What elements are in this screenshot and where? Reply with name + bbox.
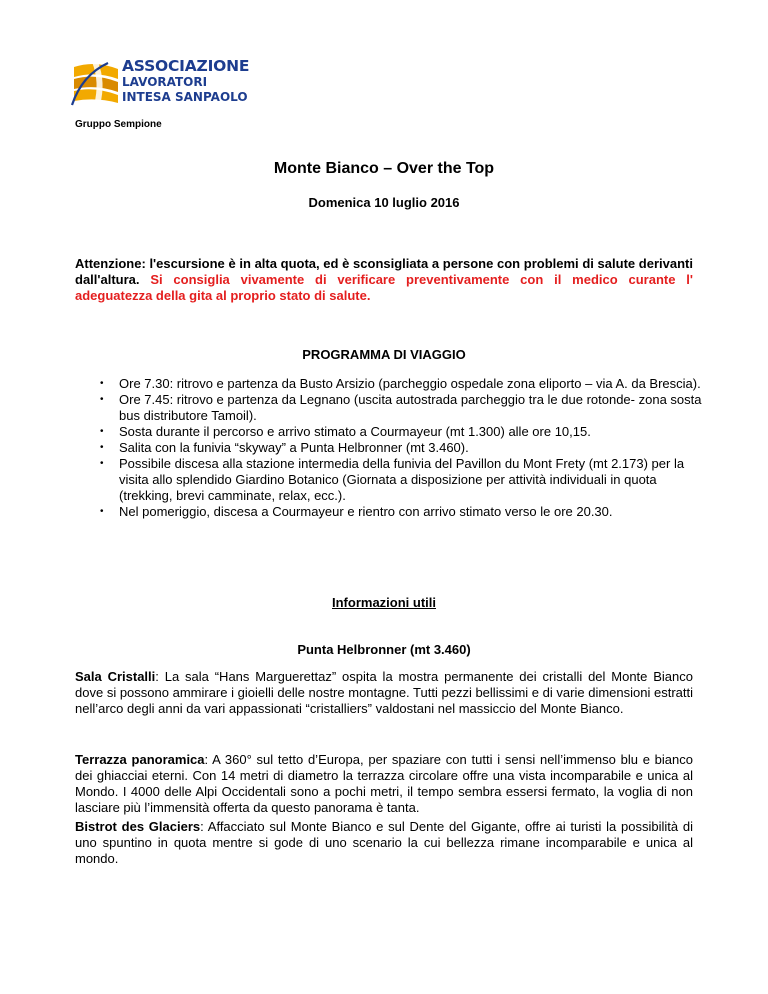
paragraph-label: Sala Cristalli <box>75 669 156 684</box>
info-section-title: Informazioni utili <box>332 595 436 610</box>
list-item <box>100 504 712 520</box>
group-name: Gruppo Sempione <box>75 119 162 130</box>
logo-emblem-icon <box>70 57 120 107</box>
program-item-text: Possibile discesa alla stazione intermedia della funivia del Pavillon du Mont Frety (mt 2.173) per la visita allo splendido Giardino Botanico (Giornata a disposizione per attività individuali in quota (trekking, brevi camminate, relax, ecc.). <box>119 456 685 503</box>
paragraph-label: Terrazza panoramica <box>75 752 205 767</box>
terrazza-panoramica-paragraph <box>75 752 693 816</box>
paragraph-text: : La sala “Hans Marguerettaz” ospita la mostra permanente dei cristalli del Monte Bianco dove si possono ammirare i gioielli delle nostre montagne. Tutti pezzi bellissimi e di varie dimensioni estratti nell’arco degli anni da vari appassionati “cristalliers” valdostani nel massiccio del Monte Bianco. <box>75 669 693 716</box>
list-item <box>100 392 712 424</box>
bullet-icon: • <box>100 442 104 453</box>
program-item-text: Ore 7.45: ritrovo e partenza da Legnano (uscita autostrada parcheggio tra le due rotonde- zona sosta bus distributore Tamoil). <box>119 392 702 423</box>
bullet-icon: • <box>100 506 104 517</box>
bistrot-paragraph <box>75 819 693 867</box>
bullet-icon: • <box>100 458 104 469</box>
health-warning <box>75 256 693 304</box>
program-item-text: Salita con la funivia “skyway” a Punta Helbronner (mt 3.460). <box>119 440 469 455</box>
list-item <box>100 424 712 440</box>
event-date: Domenica 10 luglio 2016 <box>308 195 460 210</box>
paragraph-text: : Affacciato sul Monte Bianco e sul Dente del Gigante, offre ai turisti la possibilità di uno spuntino in quota mentre si gode di uno scenario la cui bellezza rimane incomparabile e unica al mondo. <box>75 819 694 866</box>
program-title: PROGRAMMA DI VIAGGIO <box>302 347 466 362</box>
bullet-icon: • <box>100 426 104 437</box>
association-logo <box>70 57 260 107</box>
list-item <box>100 376 712 392</box>
list-item <box>100 440 712 456</box>
paragraph-label: Bistrot des Glaciers <box>75 819 201 834</box>
bullet-icon: • <box>100 378 104 389</box>
punta-helbronner-heading: Punta Helbronner (mt 3.460) <box>297 642 471 657</box>
document-title: Monte Bianco – Over the Top <box>273 160 495 177</box>
logo-wordmark <box>122 59 262 106</box>
warning-text: Attenzione: l'escursione è in alta quota, ed è sconsigliata a persone con problemi di salute derivanti dall'altura. <box>75 256 693 287</box>
logo-line-2: LAVORATORI <box>122 75 208 89</box>
program-item-text: Nel pomeriggio, discesa a Courmayeur e rientro con arrivo stimato verso le ore 20.30. <box>119 504 613 519</box>
logo-line-3: INTESA SANPAOLO <box>122 90 248 104</box>
program-item-text: Sosta durante il percorso e arrivo stimato a Courmayeur (mt 1.300) alle ore 10,15. <box>119 424 591 439</box>
bullet-icon: • <box>100 394 104 405</box>
program-item-text: Ore 7.30: ritrovo e partenza da Busto Arsizio (parcheggio ospedale zona eliporto – via A. da Brescia). <box>119 376 701 391</box>
sala-cristalli-paragraph <box>75 669 693 717</box>
warning-red-text: Si consiglia vivamente di verificare preventivamente con il medico curante l' adeguatezza della gita al proprio stato di salute. <box>75 272 693 303</box>
logo-line-1: ASSOCIAZIONE <box>122 57 250 75</box>
list-item <box>100 456 712 504</box>
program-list <box>100 376 712 520</box>
paragraph-text: : A 360° sul tetto d’Europa, per spaziare con tutti i sensi nell’immenso blu e bianco dei ghiacciai eterni. Con 14 metri di diametro la terrazza circolare offre una vista incomparabile e unica al Mondo. I 4000 delle Alpi Occidentali sono a pochi metri, il tempo sembra essersi fermato, la voglia di non lasciare più l’immensità offerta da questo panorama è tanta. <box>75 752 693 815</box>
